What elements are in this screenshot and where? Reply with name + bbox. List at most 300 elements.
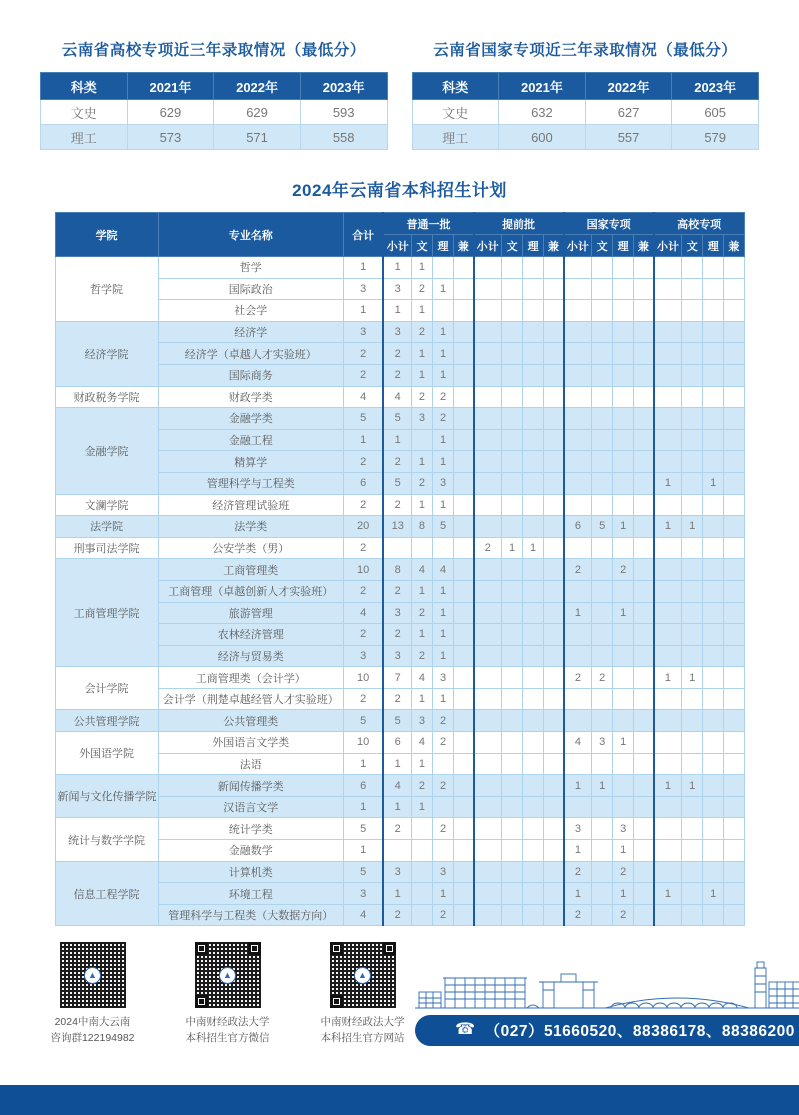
plan-value-cell	[703, 429, 724, 451]
plan-row	[55, 494, 744, 516]
plan-value-cell	[383, 537, 411, 559]
plan-value-cell	[654, 904, 682, 926]
plan-value-cell	[654, 300, 682, 322]
plan-subheader: 文	[411, 235, 432, 257]
plan-value-cell	[564, 796, 592, 818]
plan-value-cell: 1	[433, 645, 454, 667]
plan-value-cell: 1	[682, 516, 703, 538]
plan-value-cell	[634, 321, 654, 343]
plan-value-cell: 3	[383, 645, 411, 667]
plan-value-cell	[544, 429, 564, 451]
plan-value-cell	[544, 494, 564, 516]
plan-value-cell: 2	[383, 624, 411, 646]
college-cell: 法学院	[55, 516, 158, 538]
total-cell: 2	[343, 580, 383, 602]
plan-value-cell: 2	[383, 904, 411, 926]
plan-value-cell	[544, 667, 564, 689]
plan-value-cell	[682, 278, 703, 300]
plan-value-cell	[544, 300, 564, 322]
plan-value-cell	[502, 732, 523, 754]
plan-value-cell	[502, 364, 523, 386]
plan-value-cell	[654, 840, 682, 862]
qr-code-group	[40, 942, 415, 1045]
plan-value-cell	[474, 818, 502, 840]
plan-value-cell	[724, 451, 744, 473]
plan-value-cell: 8	[411, 516, 432, 538]
plan-value-cell: 2	[411, 472, 432, 494]
major-cell: 金融工程	[158, 429, 343, 451]
plan-value-cell: 1	[564, 840, 592, 862]
major-cell: 计算机类	[158, 861, 343, 883]
total-cell: 3	[343, 883, 383, 905]
plan-value-cell	[654, 818, 682, 840]
plan-value-cell	[682, 753, 703, 775]
plan-value-cell	[564, 257, 592, 279]
college-cell: 新闻与文化传播学院	[55, 775, 158, 818]
total-cell: 4	[343, 386, 383, 408]
plan-value-cell	[523, 516, 544, 538]
plan-value-cell	[703, 516, 724, 538]
plan-value-cell	[724, 667, 744, 689]
plan-value-cell: 2	[383, 364, 411, 386]
plan-value-cell: 2	[411, 278, 432, 300]
plan-row	[55, 688, 744, 710]
plan-value-cell: 1	[433, 624, 454, 646]
plan-value-cell	[544, 710, 564, 732]
plan-value-cell	[544, 559, 564, 581]
plan-value-cell	[634, 386, 654, 408]
plan-row	[55, 645, 744, 667]
plan-value-cell: 4	[411, 732, 432, 754]
plan-value-cell	[502, 321, 523, 343]
plan-row	[55, 775, 744, 797]
score-value: 632	[499, 100, 586, 125]
plan-value-cell	[703, 818, 724, 840]
plan-row	[55, 818, 744, 840]
campus-skyline-illustration	[415, 958, 799, 1010]
plan-value-cell	[502, 343, 523, 365]
plan-value-cell	[654, 257, 682, 279]
total-cell: 10	[343, 667, 383, 689]
plan-value-cell	[682, 645, 703, 667]
qr-finder-icon	[330, 942, 343, 955]
plan-value-cell	[592, 278, 613, 300]
plan-value-cell	[564, 364, 592, 386]
plan-value-cell	[703, 602, 724, 624]
score-row	[41, 100, 388, 125]
plan-value-cell	[523, 278, 544, 300]
plan-value-cell	[544, 775, 564, 797]
plan-value-cell: 1	[682, 667, 703, 689]
score-value: 557	[585, 125, 672, 150]
score-value: 558	[300, 125, 387, 150]
plan-value-cell	[703, 904, 724, 926]
plan-value-cell: 1	[613, 883, 634, 905]
plan-value-cell	[613, 343, 634, 365]
plan-header-row-1	[55, 213, 744, 235]
plan-value-cell	[502, 580, 523, 602]
plan-subheader: 小计	[654, 235, 682, 257]
plan-value-cell	[544, 796, 564, 818]
plan-value-cell	[454, 753, 474, 775]
major-cell: 环境工程	[158, 883, 343, 905]
plan-value-cell: 2	[433, 818, 454, 840]
plan-value-cell: 1	[613, 602, 634, 624]
plan-value-cell	[454, 688, 474, 710]
plan-value-cell: 1	[383, 257, 411, 279]
plan-value-cell	[454, 472, 474, 494]
total-cell: 5	[343, 818, 383, 840]
score-category: 理工	[412, 125, 499, 150]
qr-finder-icon	[248, 942, 261, 955]
plan-value-cell	[654, 645, 682, 667]
score-table	[412, 72, 760, 150]
plan-value-cell	[634, 429, 654, 451]
total-cell: 1	[343, 429, 383, 451]
qr-caption-line: 中南财经政法大学	[320, 1016, 405, 1029]
plan-value-cell	[544, 580, 564, 602]
plan-value-cell	[474, 364, 502, 386]
plan-value-cell	[634, 796, 654, 818]
plan-value-cell	[502, 753, 523, 775]
plan-value-cell	[544, 257, 564, 279]
score-value: 593	[300, 100, 387, 125]
plan-value-cell	[544, 624, 564, 646]
plan-value-cell: 1	[613, 840, 634, 862]
plan-group-header: 普通一批	[383, 213, 473, 235]
plan-value-cell	[634, 602, 654, 624]
score-block-guojia-zhuanxiang	[412, 38, 760, 150]
plan-value-cell	[474, 516, 502, 538]
plan-value-cell	[682, 624, 703, 646]
plan-value-cell	[613, 472, 634, 494]
plan-value-cell: 3	[433, 667, 454, 689]
score-header-row	[41, 73, 388, 100]
plan-value-cell	[592, 429, 613, 451]
plan-subheader: 理	[613, 235, 634, 257]
plan-value-cell	[502, 602, 523, 624]
plan-value-cell	[682, 451, 703, 473]
plan-value-cell: 1	[411, 451, 432, 473]
plan-value-cell	[523, 602, 544, 624]
plan-row	[55, 861, 744, 883]
plan-value-cell	[724, 840, 744, 862]
plan-value-cell	[724, 364, 744, 386]
plan-table	[55, 212, 745, 926]
plan-column-header: 学院	[55, 213, 158, 257]
total-cell: 1	[343, 257, 383, 279]
plan-value-cell	[634, 537, 654, 559]
plan-value-cell: 1	[411, 494, 432, 516]
total-cell: 5	[343, 861, 383, 883]
plan-value-cell	[654, 732, 682, 754]
plan-value-cell	[523, 321, 544, 343]
plan-value-cell	[682, 343, 703, 365]
plan-value-cell	[613, 645, 634, 667]
plan-value-cell	[592, 904, 613, 926]
plan-value-cell	[474, 667, 502, 689]
plan-value-cell	[454, 775, 474, 797]
plan-value-cell	[703, 257, 724, 279]
plan-value-cell: 2	[613, 559, 634, 581]
score-col-header: 2022年	[585, 73, 672, 100]
qr-caption	[175, 1015, 280, 1045]
plan-value-cell: 7	[383, 667, 411, 689]
qr-caption-line: 咨询群122194982	[50, 1031, 135, 1044]
total-cell: 1	[343, 796, 383, 818]
plan-value-cell: 1	[411, 624, 432, 646]
plan-value-cell	[502, 559, 523, 581]
plan-value-cell	[502, 386, 523, 408]
qr-finder-icon	[195, 995, 208, 1008]
plan-value-cell	[703, 408, 724, 430]
plan-row	[55, 257, 744, 279]
plan-value-cell	[411, 537, 432, 559]
university-emblem-icon: ▲	[219, 967, 236, 984]
plan-value-cell	[724, 429, 744, 451]
plan-value-cell	[654, 494, 682, 516]
plan-value-cell	[474, 710, 502, 732]
plan-value-cell	[703, 796, 724, 818]
plan-value-cell	[564, 300, 592, 322]
plan-value-cell	[703, 278, 724, 300]
plan-value-cell	[703, 840, 724, 862]
plan-value-cell: 1	[654, 775, 682, 797]
plan-value-cell	[544, 602, 564, 624]
plan-row	[55, 732, 744, 754]
plan-value-cell	[454, 516, 474, 538]
plan-value-cell	[654, 364, 682, 386]
plan-value-cell: 1	[703, 472, 724, 494]
plan-value-cell: 1	[383, 753, 411, 775]
plan-value-cell	[654, 602, 682, 624]
plan-value-cell: 1	[411, 300, 432, 322]
plan-value-cell: 1	[502, 537, 523, 559]
plan-value-cell	[634, 710, 654, 732]
qr-finder-icon	[195, 942, 208, 955]
plan-subheader: 理	[523, 235, 544, 257]
plan-value-cell	[724, 645, 744, 667]
major-cell: 金融学类	[158, 408, 343, 430]
plan-value-cell: 4	[433, 559, 454, 581]
score-col-header: 科类	[41, 73, 128, 100]
plan-value-cell	[523, 753, 544, 775]
major-cell: 管理科学与工程类	[158, 472, 343, 494]
plan-value-cell: 1	[433, 451, 454, 473]
plan-value-cell: 2	[383, 343, 411, 365]
plan-value-cell	[613, 775, 634, 797]
plan-value-cell	[634, 364, 654, 386]
plan-value-cell	[703, 559, 724, 581]
score-table	[40, 72, 388, 150]
plan-value-cell	[564, 472, 592, 494]
plan-value-cell	[454, 537, 474, 559]
plan-value-cell: 2	[433, 775, 454, 797]
plan-value-cell	[454, 300, 474, 322]
plan-value-cell: 4	[564, 732, 592, 754]
score-value: 627	[585, 100, 672, 125]
plan-row	[55, 796, 744, 818]
plan-value-cell	[523, 688, 544, 710]
plan-value-cell	[654, 796, 682, 818]
plan-value-cell	[474, 732, 502, 754]
qr-caption-line: 2024中南大云南	[54, 1016, 131, 1029]
total-cell: 2	[343, 624, 383, 646]
plan-row	[55, 840, 744, 862]
plan-value-cell	[474, 602, 502, 624]
plan-value-cell	[523, 645, 544, 667]
plan-value-cell: 1	[433, 494, 454, 516]
plan-value-cell	[454, 624, 474, 646]
plan-value-cell	[613, 796, 634, 818]
score-tables-section	[0, 38, 799, 150]
plan-value-cell: 1	[564, 883, 592, 905]
plan-value-cell: 1	[411, 796, 432, 818]
plan-value-cell: 8	[383, 559, 411, 581]
plan-value-cell	[474, 624, 502, 646]
plan-value-cell	[474, 796, 502, 818]
plan-row	[55, 343, 744, 365]
plan-value-cell	[613, 710, 634, 732]
plan-value-cell	[724, 494, 744, 516]
score-value: 571	[214, 125, 301, 150]
plan-value-cell: 1	[564, 602, 592, 624]
plan-value-cell	[454, 364, 474, 386]
plan-value-cell: 1	[433, 688, 454, 710]
plan-value-cell	[592, 580, 613, 602]
phone-numbers: （027）51660520、88386178、88386200	[484, 1023, 795, 1041]
plan-value-cell	[682, 840, 703, 862]
plan-value-cell	[634, 732, 654, 754]
plan-value-cell	[564, 753, 592, 775]
plan-value-cell	[682, 796, 703, 818]
plan-value-cell	[544, 537, 564, 559]
major-cell: 经济与贸易类	[158, 645, 343, 667]
plan-value-cell	[703, 386, 724, 408]
plan-value-cell	[703, 321, 724, 343]
plan-value-cell	[474, 386, 502, 408]
plan-value-cell: 1	[433, 278, 454, 300]
plan-value-cell	[654, 451, 682, 473]
plan-row	[55, 753, 744, 775]
plan-value-cell	[544, 386, 564, 408]
plan-value-cell	[411, 840, 432, 862]
plan-value-cell	[682, 688, 703, 710]
total-cell: 4	[343, 602, 383, 624]
plan-value-cell	[433, 840, 454, 862]
plan-value-cell: 2	[411, 645, 432, 667]
plan-value-cell	[724, 321, 744, 343]
score-value: 605	[672, 100, 759, 125]
plan-value-cell	[564, 537, 592, 559]
plan-value-cell	[454, 580, 474, 602]
plan-value-cell	[703, 861, 724, 883]
plan-value-cell	[724, 883, 744, 905]
plan-value-cell: 1	[613, 516, 634, 538]
plan-value-cell	[544, 516, 564, 538]
plan-value-cell	[523, 300, 544, 322]
plan-value-cell	[544, 818, 564, 840]
plan-value-cell: 2	[564, 904, 592, 926]
plan-value-cell	[724, 516, 744, 538]
plan-value-cell: 2	[411, 321, 432, 343]
plan-value-cell	[454, 861, 474, 883]
plan-value-cell	[682, 861, 703, 883]
plan-value-cell	[474, 861, 502, 883]
plan-row	[55, 904, 744, 926]
plan-column-header: 合计	[343, 213, 383, 257]
plan-value-cell	[682, 602, 703, 624]
plan-value-cell	[634, 904, 654, 926]
plan-value-cell	[502, 278, 523, 300]
plan-value-cell: 2	[564, 667, 592, 689]
plan-value-cell: 1	[523, 537, 544, 559]
qr-finder-icon	[383, 942, 396, 955]
plan-value-cell	[703, 580, 724, 602]
qr-block-wechat	[175, 942, 280, 1045]
plan-value-cell	[502, 516, 523, 538]
plan-value-cell: 2	[411, 386, 432, 408]
plan-row	[55, 300, 744, 322]
score-value: 629	[214, 100, 301, 125]
plan-subheader: 兼	[634, 235, 654, 257]
plan-row	[55, 278, 744, 300]
plan-value-cell	[654, 710, 682, 732]
plan-value-cell	[454, 408, 474, 430]
plan-value-cell	[682, 321, 703, 343]
score-row	[41, 125, 388, 150]
total-cell: 20	[343, 516, 383, 538]
plan-row	[55, 429, 744, 451]
plan-value-cell	[502, 667, 523, 689]
qr-finder-icon	[330, 995, 343, 1008]
plan-value-cell	[654, 580, 682, 602]
plan-value-cell	[502, 818, 523, 840]
major-cell: 旅游管理	[158, 602, 343, 624]
plan-value-cell	[564, 429, 592, 451]
plan-value-cell	[474, 494, 502, 516]
plan-value-cell	[523, 840, 544, 862]
score-category: 文史	[412, 100, 499, 125]
plan-value-cell: 2	[411, 775, 432, 797]
plan-value-cell	[634, 861, 654, 883]
plan-value-cell	[523, 451, 544, 473]
plan-value-cell	[544, 364, 564, 386]
plan-value-cell: 2	[433, 732, 454, 754]
plan-group-header: 高校专项	[654, 213, 744, 235]
plan-value-cell	[682, 472, 703, 494]
plan-value-cell	[474, 278, 502, 300]
total-cell: 2	[343, 537, 383, 559]
plan-value-cell	[474, 559, 502, 581]
major-cell: 工商管理类（会计学）	[158, 667, 343, 689]
plan-value-cell	[502, 257, 523, 279]
plan-value-cell	[592, 883, 613, 905]
total-cell: 2	[343, 451, 383, 473]
plan-value-cell	[724, 386, 744, 408]
plan-value-cell: 1	[411, 364, 432, 386]
plan-value-cell	[502, 300, 523, 322]
plan-value-cell	[523, 472, 544, 494]
plan-value-cell: 1	[383, 883, 411, 905]
plan-value-cell	[454, 904, 474, 926]
plan-value-cell	[592, 688, 613, 710]
score-col-header: 2023年	[300, 73, 387, 100]
plan-value-cell	[523, 343, 544, 365]
plan-value-cell	[592, 861, 613, 883]
plan-value-cell	[523, 257, 544, 279]
plan-value-cell	[592, 472, 613, 494]
